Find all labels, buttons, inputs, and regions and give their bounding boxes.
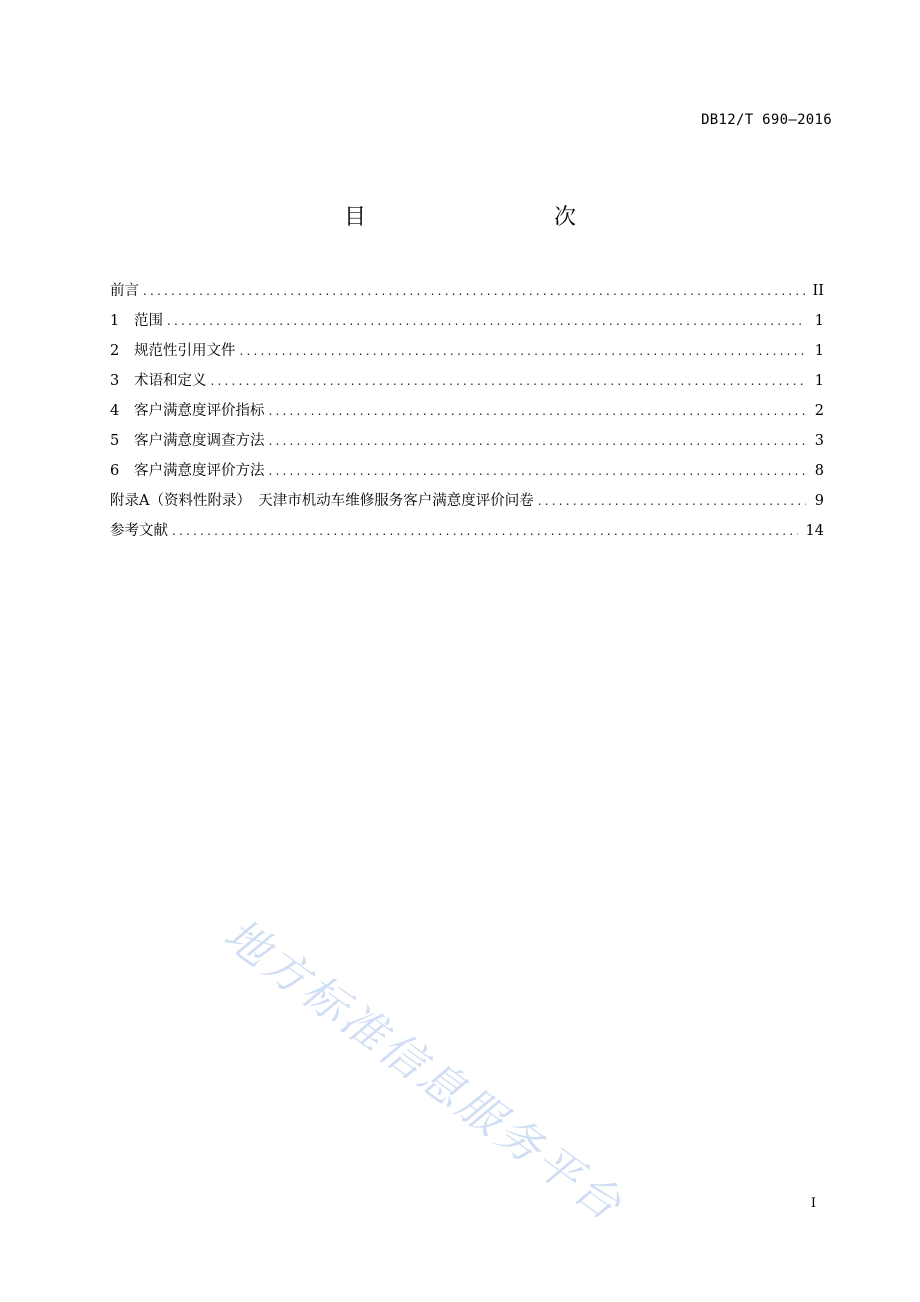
toc-entry-page: 3 [814, 433, 824, 449]
toc-leader-dots [538, 486, 806, 516]
toc-entry-page: 2 [814, 403, 824, 419]
toc-entry-appendix-a[interactable] [110, 486, 824, 516]
toc-entry-label: 术语和定义 [134, 373, 207, 389]
toc-leader-dots [167, 306, 806, 336]
toc-entry-number: 5 [110, 433, 120, 449]
toc-entry-number: 2 [110, 343, 120, 359]
toc-entry-number: 6 [110, 463, 120, 479]
page-title: 目 次 [343, 205, 624, 230]
table-of-contents [110, 276, 824, 546]
toc-entry-label: 范围 [134, 313, 163, 329]
toc-entry-number: 4 [110, 403, 120, 419]
toc-entry-scope[interactable] [110, 306, 824, 336]
toc-leader-dots [269, 426, 807, 456]
toc-entry-page: 1 [814, 373, 824, 389]
toc-entry-page: 1 [814, 343, 824, 359]
toc-entry-number: 1 [110, 313, 120, 329]
watermark: 地方标准信息服务平台 [214, 909, 633, 1233]
document-code: DB12/T 690—2016 [701, 112, 832, 128]
toc-entry-label: 客户满意度评价指标 [134, 403, 265, 419]
toc-leader-dots [211, 366, 807, 396]
toc-entry-label: 客户满意度评价方法 [134, 463, 265, 479]
page-number: I [810, 1196, 816, 1211]
toc-entry-number: 3 [110, 373, 120, 389]
toc-leader-dots [240, 336, 807, 366]
toc-entry-preface[interactable] [110, 276, 824, 306]
toc-entry-normative-references[interactable] [110, 336, 824, 366]
toc-entry-page: 9 [814, 493, 824, 509]
toc-entry-label: 前言 [110, 283, 139, 299]
toc-entry-label: 附录A（资料性附录） 天津市机动车维修服务客户满意度评价问卷 [110, 493, 534, 509]
toc-entry-terms-definitions[interactable] [110, 366, 824, 396]
toc-entry-evaluation-methods[interactable] [110, 456, 824, 486]
toc-entry-bibliography[interactable] [110, 516, 824, 546]
toc-entry-page: 14 [805, 523, 824, 539]
toc-entry-label: 规范性引用文件 [134, 343, 236, 359]
toc-entry-page: II [812, 283, 824, 299]
toc-entry-survey-methods[interactable] [110, 426, 824, 456]
toc-entry-page: 8 [814, 463, 824, 479]
toc-leader-dots [172, 516, 798, 546]
toc-leader-dots [143, 276, 805, 306]
toc-entry-evaluation-indicators[interactable] [110, 396, 824, 426]
toc-leader-dots [269, 396, 807, 426]
toc-entry-label: 参考文献 [110, 523, 168, 539]
toc-entry-label: 客户满意度调查方法 [134, 433, 265, 449]
toc-leader-dots [269, 456, 807, 486]
toc-entry-page: 1 [814, 313, 824, 329]
